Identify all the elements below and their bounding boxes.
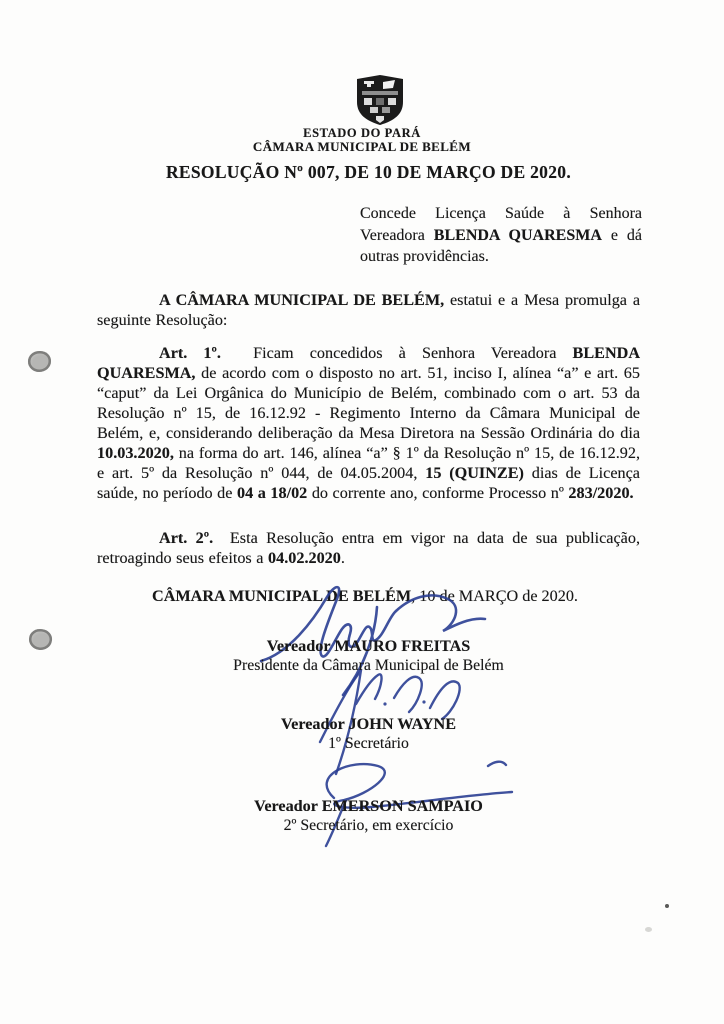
- article-1-text: do corrente ano, conforme Processo nº: [307, 484, 569, 502]
- leave-period: 04 a 18/02: [237, 484, 308, 502]
- article-2-label: Art. 2º.: [159, 529, 214, 547]
- person-name: BLENDA QUARESMA,: [97, 344, 641, 382]
- summary-text: Concede Licença Saúde à Senhora Vereadora: [360, 205, 642, 244]
- article-2-paragraph: [97, 528, 640, 568]
- opening-text: estatui e a Mesa promulga a seguinte Resolução:: [97, 291, 640, 329]
- resolution-title: RESOLUÇÃO Nº 007, DE 10 DE MARÇO DE 2020.: [165, 162, 572, 182]
- signer-name: Vereador MAURO FREITAS: [266, 637, 471, 655]
- punch-hole-artifact: [28, 351, 51, 372]
- article-1-text: Ficam concedidos à Senhora Vereadora: [220, 344, 573, 362]
- summary-person-name: BLENDA QUARESMA: [433, 226, 602, 244]
- article-1-paragraph: [97, 343, 640, 503]
- article-1-text: na forma do art. 146, alínea “a” § 1º da Resolução nº 15, de 16.12.92, e art. 5º da Resolução nº 044, de 04.05.2004,: [97, 444, 640, 482]
- article-2-text: Esta Resolução entra em vigor na data de sua publicação, retroagindo seus efeitos a: [97, 529, 641, 567]
- signature-block-second-secretary: [97, 797, 640, 835]
- dateline-date: , 10 de MARÇO de 2020.: [411, 587, 578, 605]
- summary-text: e dá outras providências.: [360, 226, 642, 265]
- header-state: ESTADO DO PARÁ: [303, 126, 421, 140]
- signer-role: 2º Secretário, em exercício: [283, 817, 454, 834]
- dateline: [97, 587, 640, 606]
- scan-speck: [645, 927, 652, 932]
- institution-name: A CÂMARA MUNICIPAL DE BELÉM,: [159, 291, 445, 309]
- signer-name: Vereador JOHN WAYNE: [280, 715, 457, 733]
- article-2-text: .: [340, 549, 345, 567]
- article-1-label: Art. 1º.: [159, 344, 221, 362]
- signer-role: 1º Secretário: [328, 735, 409, 752]
- signature-block-first-secretary: [97, 715, 640, 753]
- opening-paragraph: [97, 290, 640, 330]
- process-number: 283/2020.: [568, 484, 634, 502]
- scan-speck: [665, 904, 669, 908]
- signature-block-president: [97, 637, 640, 675]
- belem-coat-of-arms-icon: [350, 74, 410, 126]
- dateline-institution: CÂMARA MUNICIPAL DE BELÉM: [152, 587, 412, 605]
- article-1-text: dias de Licença saúde, no período de: [97, 464, 640, 502]
- effective-date: 04.02.2020: [268, 549, 341, 567]
- article-1-text: de acordo com o disposto no art. 51, inciso I, alínea “a” e art. 65 “caput” da Lei Orgânica do Município de Belém, combinado com o art. 53 da Resolução nº 15, de 16.12.92 - Regimento Interno da Câmara Municipal de Belém, e, considerando deliberação da Mesa Diretora na Sessão Ordinária do dia: [97, 364, 640, 442]
- header-institution: CÂMARA MUNICIPAL DE BELÉM: [252, 139, 472, 154]
- leave-days: 15 (QUINZE): [425, 464, 524, 482]
- signer-role: Presidente da Câmara Municipal de Belém: [233, 657, 504, 674]
- session-date: 10.03.2020,: [97, 444, 174, 462]
- signer-name: Vereador EMERSON SAMPAIO: [254, 797, 483, 815]
- punch-hole-artifact: [28, 628, 54, 652]
- summary-paragraph: [360, 203, 642, 268]
